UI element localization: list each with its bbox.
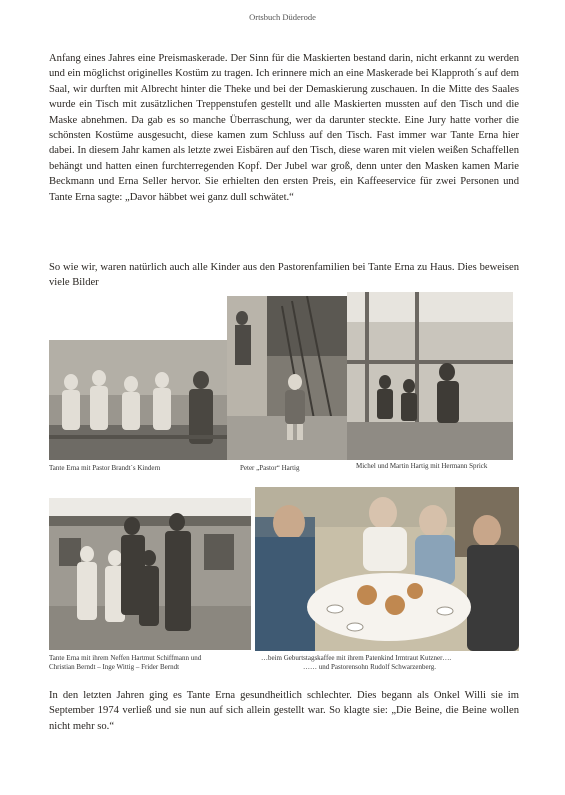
photo-hartmut-group (49, 498, 251, 650)
caption-photo-brandt: Tante Erna mit Pastor Brandt´s Kindern (49, 464, 161, 472)
photo-birthday-coffee (255, 487, 519, 651)
caption-photo-hartmut-line2: Christian Berndt – Inge Wittig – Frider Berndt (49, 663, 180, 671)
photo-michel-martin (347, 292, 513, 460)
paragraph-pastor-children: So wie wir, waren natürlich auch alle Kinder aus den Pastorenfamilien bei Tante Erna zu Haus. Dies beweisen viele Bilder (49, 262, 519, 289)
paragraph-maskerade: Anfang eines Jahres eine Preismaskerade. Der Sinn für die Maskierten bestand darin, nicht erkannt zu werden und ein möglichst originelles Kostüm zu tragen. Ich erinnere mich an eine Maskerade bei Klapproth´s auf dem Saal, wir durften mit Albrecht hinter die Theke und bei der Demaskierung zuschauen. In die Mitte des Saales wurde ein Tisch mit zusätzlichen Treppenstufen gestellt und alle Maskierten mussten auf den Tisch und die Maske abnehmen. Da gab es so manche Überraschung, wer da darunter steckte. Eine Jury hatte vorher die schönsten Kostüme ausgesucht, diese kamen zum Schluss auf den Tisch. Fast immer war Tante Erna hier dabei. In diesem Jahr kamen als letzte zwei Eisbären auf den Tisch, diese waren mit vielen weißen Schaffellen behängt und hatten einen furchterregenden Kopf. Der Jubel war groß, denn unter den Masken kamen Marie Beckmann und Erna Seller hervor. Sie erhielten den ersten Preis, ein Kaffeeservice für zwei Personen und Tante Erna sagte: „Davor häbbet wei ganz dull schwätet.“ (49, 53, 519, 203)
photo-brandt-children (49, 340, 227, 460)
caption-photo-birthday-line1: …beim Geburtstagskaffee mit ihrem Patenkind Irmtraut Kutzner…. (261, 654, 452, 662)
caption-photo-hartmut-line1: Tante Erna mit ihrem Neffen Hartmut Schiffmann und (49, 654, 202, 662)
photo-peter-hartig (227, 296, 347, 460)
paragraph-health: In den letzten Jahren ging es Tante Erna gesundheitlich schlechter. Dies begann als Onkel Willi sie im September 1974 verließ und sie nun auf sich allein gestellt war. So klagte sie: „Die Beine, die Beine wollen nicht mehr so.“ (49, 690, 519, 732)
running-header: Ortsbuch Düderode (249, 12, 316, 22)
caption-photo-peter: Peter „Pastor“ Hartig (240, 464, 300, 472)
caption-photo-birthday-line2: …… und Pastorensohn Rudolf Schwarzenberg. (303, 663, 437, 671)
caption-photo-michel: Michel und Martin Hartig mit Hermann Sprick (356, 462, 488, 470)
